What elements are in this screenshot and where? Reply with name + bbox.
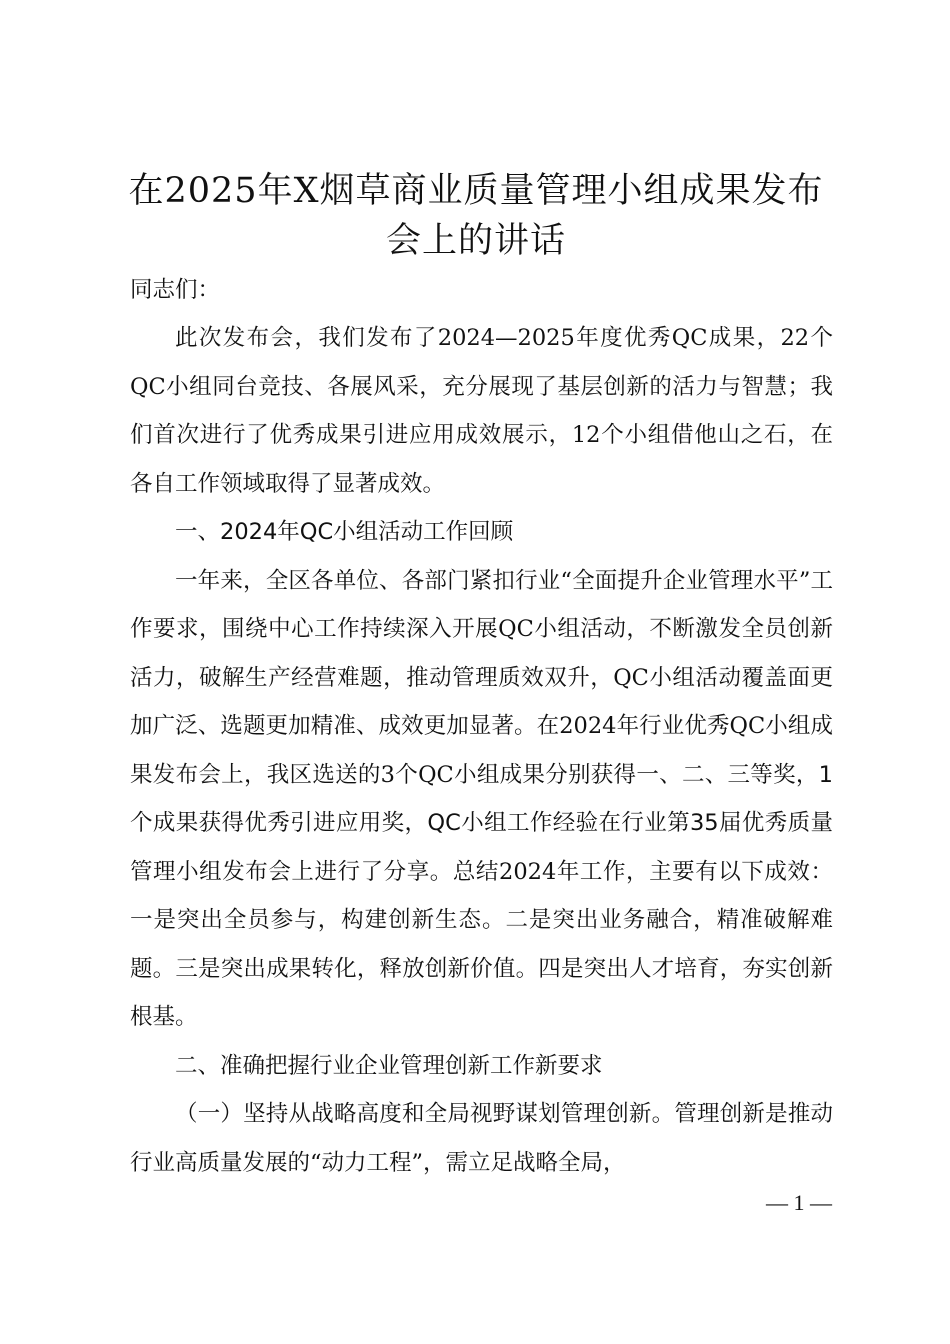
paragraph-review-text-a: 一年来，全区各单位、各部门紧扣行业“全面提升企业管理水平”工作要求，围绕中心工作持续深入开展QC小组活动，不断激发全员创新活力，破解生产经营难题，推动管理质效双升，QC小组活动覆盖面更加广泛、选题更加精准、成效更加显著。在2024年行业优秀QC小组成果发布会上，我区选送的3个QC小组成果分别获得 (130, 567, 833, 788)
subsection-heading-1: （一）坚持从战略高度和全局视野谋划管理创新。 (175, 1101, 675, 1127)
paragraph-review-awards: 一、二、三等奖，1个成果获得优秀引进应用奖，QC小组工作经验在行业第35届优秀质量管理小组发布会上进行了分享。 (130, 761, 833, 885)
page-number: — 1 — (766, 1190, 832, 1215)
document-body (130, 314, 833, 1187)
paragraph-strategy-text: 管理创新是推动行业高质量发展的“动力工程”，需立足战略全局， (130, 1101, 833, 1176)
salutation: 同志们： (130, 277, 221, 303)
paragraph-intro: 此次发布会，我们发布了2024—2025年度优秀QC成果，22个QC小组同台竞技、各展风采，充分展现了基层创新的活力与智慧；我们首次进行了优秀成果引进应用成效展示，12个小组借他山之石，在各自工作领域取得了显著成效。 (130, 325, 833, 497)
paragraph-strategy (130, 1090, 833, 1187)
section-heading-2: 二、准确把握行业企业管理创新工作新要求 (175, 1052, 603, 1079)
paragraph-review (130, 557, 833, 1042)
section-heading-1: 一、2024年QC小组活动工作回顾 (175, 519, 514, 545)
document-title: 在2025年X烟草商业质量管理小组成果发布会上的讲话 (128, 171, 824, 261)
paragraph-review-text-b: 总结2024年工作，主要有以下成效：一是突出全员参与，构建创新生态。二是突出业务融合，精准破解难题。三是突出成果转化，释放创新价值。四是突出人才培育，夯实创新根基。 (130, 858, 833, 1030)
